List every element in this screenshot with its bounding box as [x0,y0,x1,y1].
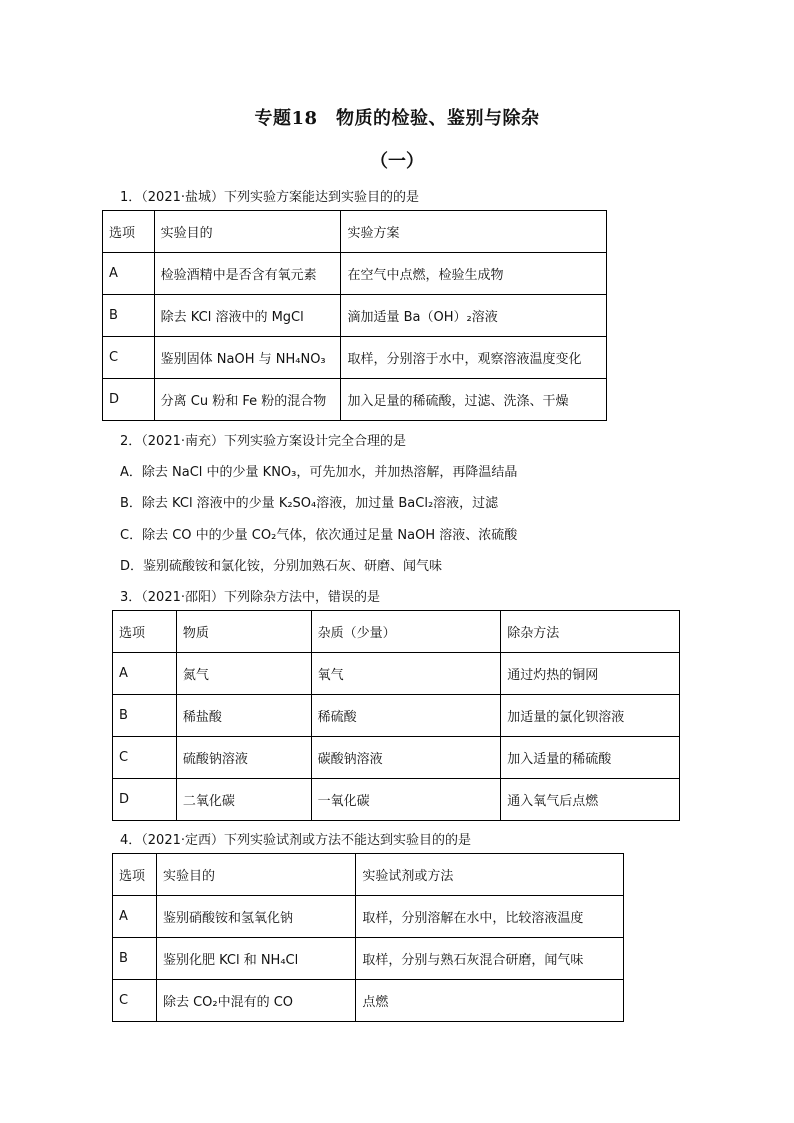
purpose-cell: 鉴别固体 NaOH 与 NH₄NO₃ [154,337,341,379]
option-cell: A [113,896,157,938]
header-cell: 实验目的 [156,854,355,896]
header-cell: 物质 [176,611,311,653]
option-cell: B [103,295,155,337]
question-1-stem: 1．（2021·盐城）下列实验方案能达到实验目的的是 [120,190,419,205]
impurity-cell: 一氧化碳 [311,779,501,821]
table-header-row [113,611,680,653]
method-cell: 取样，分别溶解在水中，比较溶液温度 [356,896,624,938]
header-cell: 选项 [103,211,155,253]
purpose-cell: 分离 Cu 粉和 Fe 粉的混合物 [154,379,341,421]
table-row [103,337,607,379]
option-cell: A [103,253,155,295]
header-cell: 实验方案 [341,211,607,253]
question-4-stem: 4．（2021·定西）下列实验试剂或方法不能达到实验目的的是 [120,833,471,848]
method-cell: 通入氧气后点燃 [501,779,680,821]
question-3-table [112,610,680,821]
option-cell: B [113,938,157,980]
method-cell: 加入适量的稀硫酸 [501,737,680,779]
purpose-cell: 鉴别化肥 KCl 和 NH₄Cl [156,938,355,980]
table-row [103,253,607,295]
method-cell: 滴加适量 Ba（OH）₂溶液 [341,295,607,337]
substance-cell: 二氧化碳 [176,779,311,821]
option-cell: D [103,379,155,421]
table-row [113,695,680,737]
table-row [113,737,680,779]
table-header-row [113,854,624,896]
header-cell: 杂质（少量） [311,611,501,653]
table-header-row [103,211,607,253]
question-2-stem: 2．（2021·南充）下列实验方案设计完全合理的是 [120,434,406,449]
impurity-cell: 碳酸钠溶液 [311,737,501,779]
method-cell: 取样，分别溶于水中，观察溶液温度变化 [341,337,607,379]
question-2-option-a: A．除去 NaCl 中的少量 KNO₃，可先加水，并加热溶解，再降温结晶 [120,465,518,480]
table-row [113,896,624,938]
header-cell: 选项 [113,854,157,896]
option-cell: B [113,695,177,737]
question-2-option-c: C．除去 CO 中的少量 CO₂气体，依次通过足量 NaOH 溶液、浓硫酸 [120,528,518,543]
table-row [103,295,607,337]
substance-cell: 硫酸钠溶液 [176,737,311,779]
header-cell: 除杂方法 [501,611,680,653]
substance-cell: 氮气 [176,653,311,695]
question-3-stem: 3．（2021·邵阳）下列除杂方法中，错误的是 [120,590,380,605]
impurity-cell: 稀硫酸 [311,695,501,737]
purpose-cell: 除去 KCl 溶液中的 MgCl [154,295,341,337]
method-cell: 在空气中点燃，检验生成物 [341,253,607,295]
table-row [113,938,624,980]
page-title: 专题18 物质的检验、鉴别与除杂 [254,108,540,129]
method-cell: 加适量的氯化钡溶液 [501,695,680,737]
question-2-option-d: D．鉴别硫酸铵和氯化铵，分别加熟石灰、研磨、闻气味 [120,559,443,574]
question-4-table [112,853,624,1022]
question-2-option-b: B．除去 KCl 溶液中的少量 K₂SO₄溶液，加过量 BaCl₂溶液，过滤 [120,496,499,511]
table-row [113,653,680,695]
header-cell: 选项 [113,611,177,653]
method-cell: 加入足量的稀硫酸，过滤、洗涤、干燥 [341,379,607,421]
question-1-table [102,210,607,421]
option-cell: D [113,779,177,821]
method-cell: 点燃 [356,980,624,1022]
page-subtitle: （一） [370,151,424,172]
option-cell: C [103,337,155,379]
purpose-cell: 除去 CO₂中混有的 CO [156,980,355,1022]
table-row [103,379,607,421]
method-cell: 通过灼热的铜网 [501,653,680,695]
substance-cell: 稀盐酸 [176,695,311,737]
header-cell: 实验试剂或方法 [356,854,624,896]
option-cell: C [113,980,157,1022]
option-cell: A [113,653,177,695]
method-cell: 取样，分别与熟石灰混合研磨，闻气味 [356,938,624,980]
table-row [113,779,680,821]
option-cell: C [113,737,177,779]
impurity-cell: 氧气 [311,653,501,695]
header-cell: 实验目的 [154,211,341,253]
purpose-cell: 鉴别硝酸铵和氢氧化钠 [156,896,355,938]
table-row [113,980,624,1022]
purpose-cell: 检验酒精中是否含有氧元素 [154,253,341,295]
